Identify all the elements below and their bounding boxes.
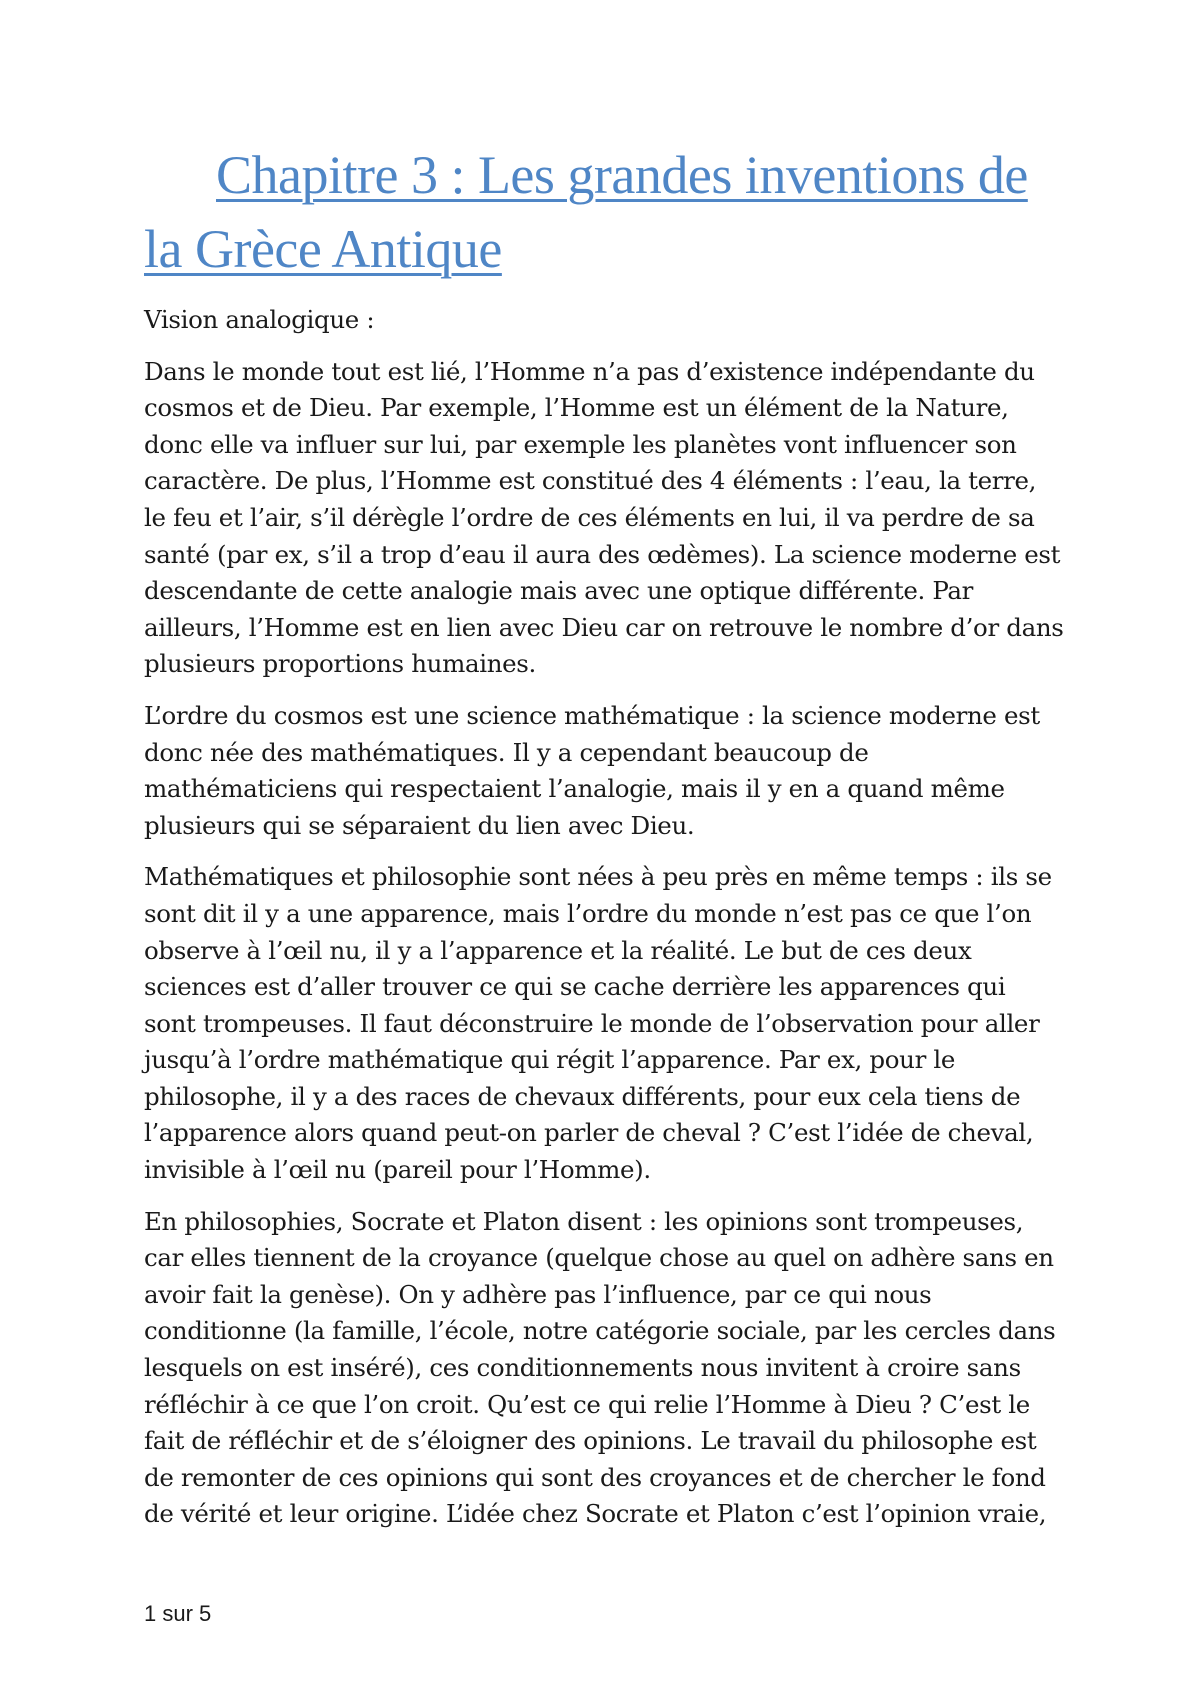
document-body [144, 138, 1064, 1548]
paragraph-2: L’ordre du cosmos est une science mathématique : la science moderne est donc née des mathématiques. Il y a cependant beaucoup de mathématiciens qui respectaient l’analogie, mais il y en a quand même plusieurs qui se séparaient du lien avec Dieu. [144, 700, 1040, 840]
page-number-footer: 1 sur 5 [144, 1601, 212, 1626]
paragraph-3: Mathématiques et philosophie sont nées à peu près en même temps : ils se sont dit il y a une apparence, mais l’ordre du monde n’est pas ce que l’on observe à l’œil nu, il y a l’apparence et la réalité. Le but de ces deux sciences est d’aller trouver ce qui se cache derrière les apparences qui sont trompeuses. Il faut déconstruire le monde de l’observation pour aller jusqu’à l’ordre mathématique qui régit l’apparence. Par ex, pour le philosophe, il y a des races de chevaux différents, pour eux cela tiens de l’apparence alors quand peut-on parler de cheval ? C’est l’idée de cheval, invisible à l’œil nu (pareil pour l’Homme). [144, 862, 1052, 1185]
paragraph-4: En philosophies, Socrate et Platon disent : les opinions sont trompeuses, car elles tiennent de la croyance (quelque chose au quel on adhère sans en avoir fait la genèse). On y adhère pas l’influence, par ce qui nous conditionne (la famille, l’école, notre catégorie sociale, par les cercles dans lesquels on est inséré), ces conditionnements nous invitent à croire sans réfléchir à ce que l’on croit. Qu’est ce qui relie l’Homme à Dieu ? C’est le fait de réfléchir et de s’éloigner des opinions. Le travail du philosophe est de remonter de ces opinions qui sont des croyances et de chercher le fond de vérité et leur origine. L’idée chez Socrate et Platon c’est l’opinion vraie, [144, 1206, 1056, 1529]
section-label: Vision analogique : [144, 305, 375, 334]
paragraph-1: Dans le monde tout est lié, l’Homme n’a pas d’existence indépendante du cosmos et de Dieu. Par exemple, l’Homme est un élément de la Nature, donc elle va influer sur lui, par exemple les planètes vont influencer son caractère. De plus, l’Homme est constitué des 4 éléments : l’eau, la terre, le feu et l’air, s’il dérègle l’ordre de ces éléments en lui, il va perdre de sa santé (par ex, s’il a trop d’eau il aura des œdèmes). La science moderne est descendante de cette analogie mais avec une optique différente. Par ailleurs, l’Homme est en lien avec Dieu car on retrouve le nombre d’or dans plusieurs proportions humaines. [144, 356, 1064, 679]
chapter-title: Chapitre 3 : Les grandes inventions de la Grèce Antique [144, 145, 1028, 279]
